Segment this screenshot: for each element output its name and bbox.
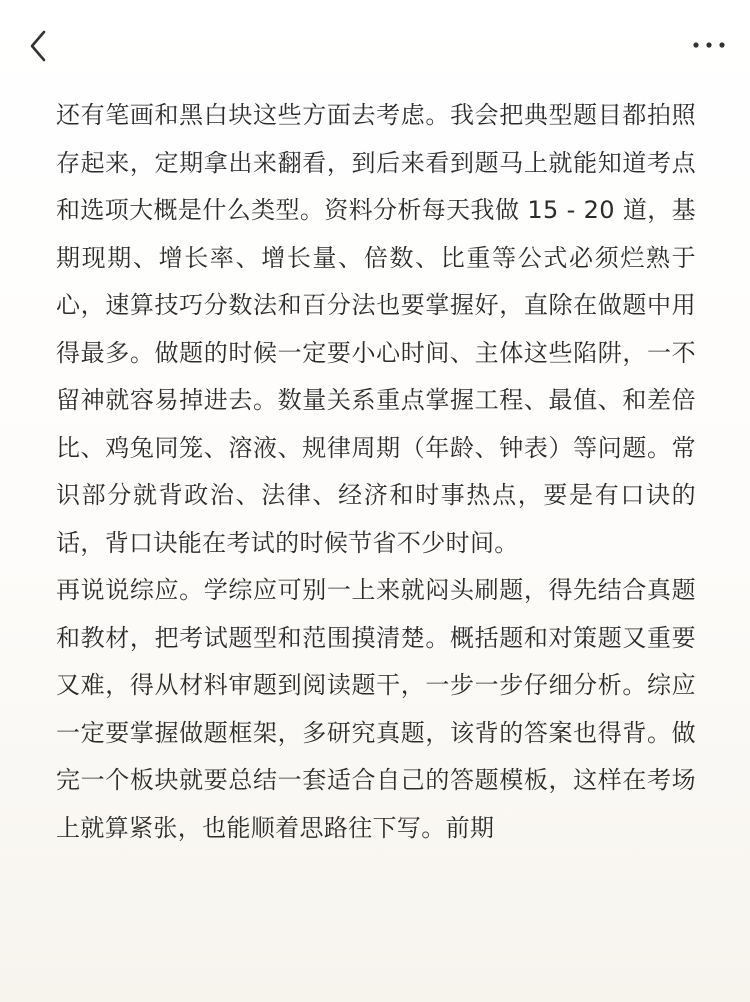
- article-paragraph: 再说说综应。学综应可别一上来就闷头刷题，得先结合真题和教材，把考试题型和范围摸清楚。概括题和对策题又重要又难，得从材料审题到阅读题干，一步一步仔细分析。综应一定要掌握做题框架，多研究真题，该背的答案也得背。做完一个板块就要总结一套适合自己的答题模板，这样在考场上就算紧张，也能顺着思路往下写。前期: [56, 576, 696, 842]
- article-body: [56, 92, 696, 852]
- chevron-left-icon: [22, 24, 62, 68]
- article-paragraph: 还有笔画和黑白块这些方面去考虑。我会把典型题目都拍照存起来，定期拿出来翻看，到后来看到题马上就能知道考点和选项大概是什么类型。资料分析每天我做 15 - 20 道，基期现期、增长率、增长量、倍数、比重等公式必须烂熟于心，速算技巧分数法和百分法也要掌握好，直除在做题中用得最多。做题的时候一定要小心时间、主体这些陷阱，一不留神就容易掉进去。数量关系重点掌握工程、最值、和差倍比、鸡兔同笼、溶液、规律周期（年龄、钟表）等问题。常识部分就背政治、法律、经济和时事热点，要是有口诀的话，背口诀能在考试的时候节省不少时间。: [56, 101, 696, 557]
- more-options-button[interactable]: [690, 30, 730, 60]
- more-horizontal-icon: [690, 30, 730, 60]
- top-navigation-bar: [0, 0, 750, 90]
- back-button[interactable]: [22, 24, 62, 68]
